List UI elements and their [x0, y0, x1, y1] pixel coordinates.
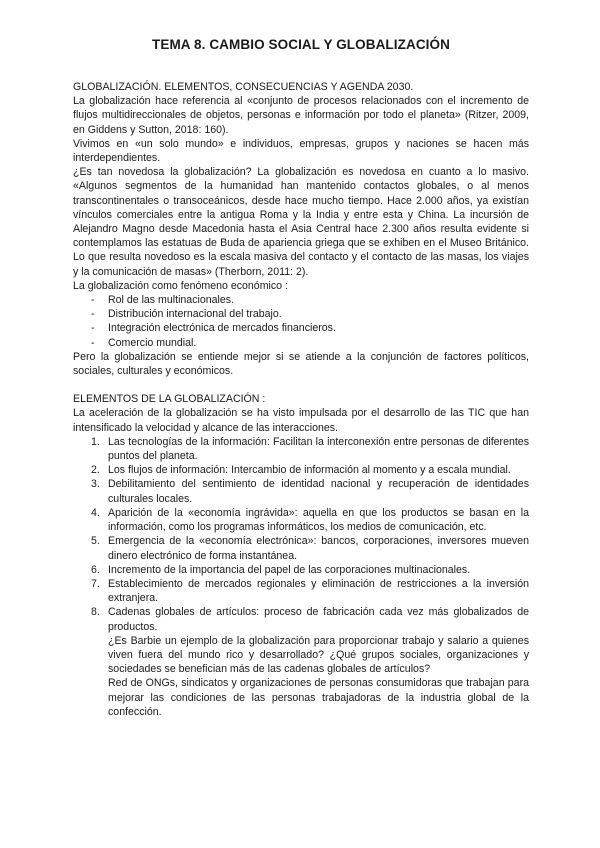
item-number: 6.: [91, 563, 100, 576]
item-number: 4.: [91, 506, 100, 519]
list-item: [91, 534, 529, 562]
section-heading: ELEMENTOS DE LA GLOBALIZACIÓN :: [73, 393, 266, 406]
list-item: [91, 577, 529, 605]
item-text: Los flujos de información: Intercambio de información al momento y a escala mundial.: [108, 464, 511, 477]
item-text: Aparición de la «economía ingrávida»: aquella en que los productos se basan en la información, como los programas informáticos, los medios de comunicación, etc.: [108, 506, 529, 534]
paragraph: La aceleración de la globalización se ha visto impulsada por el desarrollo de las TIC que han intensificado la velocidad y alcance de las interacciones.: [73, 407, 529, 434]
item-number: 1.: [91, 435, 100, 448]
list-item: - Integración electrónica de mercados financieros.: [91, 321, 529, 335]
document-page: [73, 36, 529, 719]
list-item: [91, 477, 529, 505]
section-heading: GLOBALIZACIÓN. ELEMENTOS, CONSECUENCIAS Y AGENDA 2030.: [73, 81, 414, 93]
item-text: Emergencia de la «economía electrónica»: bancos, corporaciones, inversores mueven dinero electrónico de forma instantánea.: [108, 535, 529, 562]
item-text: Incremento de la importancia del papel de las corporaciones multinacionales.: [108, 563, 471, 576]
list-item: [91, 563, 529, 577]
item-text: Las tecnologías de la información: Facilitan la interconexión entre personas de diferentes puntos del planeta.: [108, 435, 529, 463]
list-item: [91, 605, 529, 719]
list-item: - Comercio mundial.: [91, 336, 529, 350]
economic-list: [73, 293, 529, 350]
item-number: 3.: [91, 478, 100, 491]
item-text: Debilitamiento del sentimiento de identidad nacional y recuperación de identidades culturales locales.: [108, 478, 529, 505]
paragraph: La globalización hace referencia al «conjunto de procesos relacionados con el incremento de flujos multidireccionales de objetos, personas e información por todo el planeta» (Ritzer, 2009, en Giddens y Sutton, 2018: 160).: [73, 95, 529, 136]
list-item: [91, 463, 529, 477]
paragraph: Pero la globalización se entiende mejor si se atiende a la conjunción de factores políticos, sociales, culturales y económicos.: [73, 350, 529, 378]
item-note: Red de ONGs, sindicatos y organizaciones de personas consumidoras que trabajan para mejorar las condiciones de las personas trabajadoras de la industria global de la confección.: [108, 677, 529, 718]
item-text: Cadenas globales de artículos: proceso de fabricación cada vez más globalizados de productos.: [108, 606, 529, 633]
paragraph: ¿Es tan novedosa la globalización? La globalización es novedosa en cuanto a lo masivo. «Algunos segmentos de la humanidad han mantenido contactos globales, o al menos transcontinentales o transoceánicos, desde hace mucho tiempo. Hace 2.000 años, ya existían vínculos comerciales entre la antigua Roma y la India y entre esta y China. La incursión de Alejandro Magno desde Macedonia hasta el Asia Central hace 2.300 años resulta evidente si contemplamos las estatuas de Buda de apariencia griega que se exhiben en el Museo Británico. Lo que resulta novedoso es la escala masiva del contacto y el contacto de las masas, los viajes y la comunicación de masas» (Therborn, 2011: 2).: [73, 166, 529, 278]
page-title: TEMA 8. CAMBIO SOCIAL Y GLOBALIZACIÓN: [152, 37, 450, 52]
item-number: 2.: [91, 464, 100, 477]
section-globalizacion: [73, 80, 529, 719]
list-item: [91, 435, 529, 463]
item-question: ¿Es Barbie un ejemplo de la globalización para proporcionar trabajo y salario a quienes viven fuera del mundo rico y desarrollado? ¿Qué grupos sociales, organizaciones y sociedades se benefician más de las cadenas globales de artículos?: [108, 634, 529, 676]
item-number: 5.: [91, 535, 100, 548]
spacer: [73, 378, 529, 392]
item-number: 7.: [91, 577, 100, 590]
list-item: [91, 506, 529, 534]
item-text: Establecimiento de mercados regionales y eliminación de restricciones a la inversión extranjera.: [108, 577, 529, 605]
list-item: - Rol de las multinacionales.: [91, 293, 529, 307]
paragraph: Vivimos en «un solo mundo» e individuos, empresas, grupos y naciones se hacen más interdependientes.: [73, 137, 529, 165]
item-number: 8.: [91, 606, 100, 619]
paragraph: La globalización como fenómeno económico :: [73, 279, 288, 292]
list-item: - Distribución internacional del trabajo.: [91, 307, 529, 321]
elements-list: [73, 435, 529, 719]
